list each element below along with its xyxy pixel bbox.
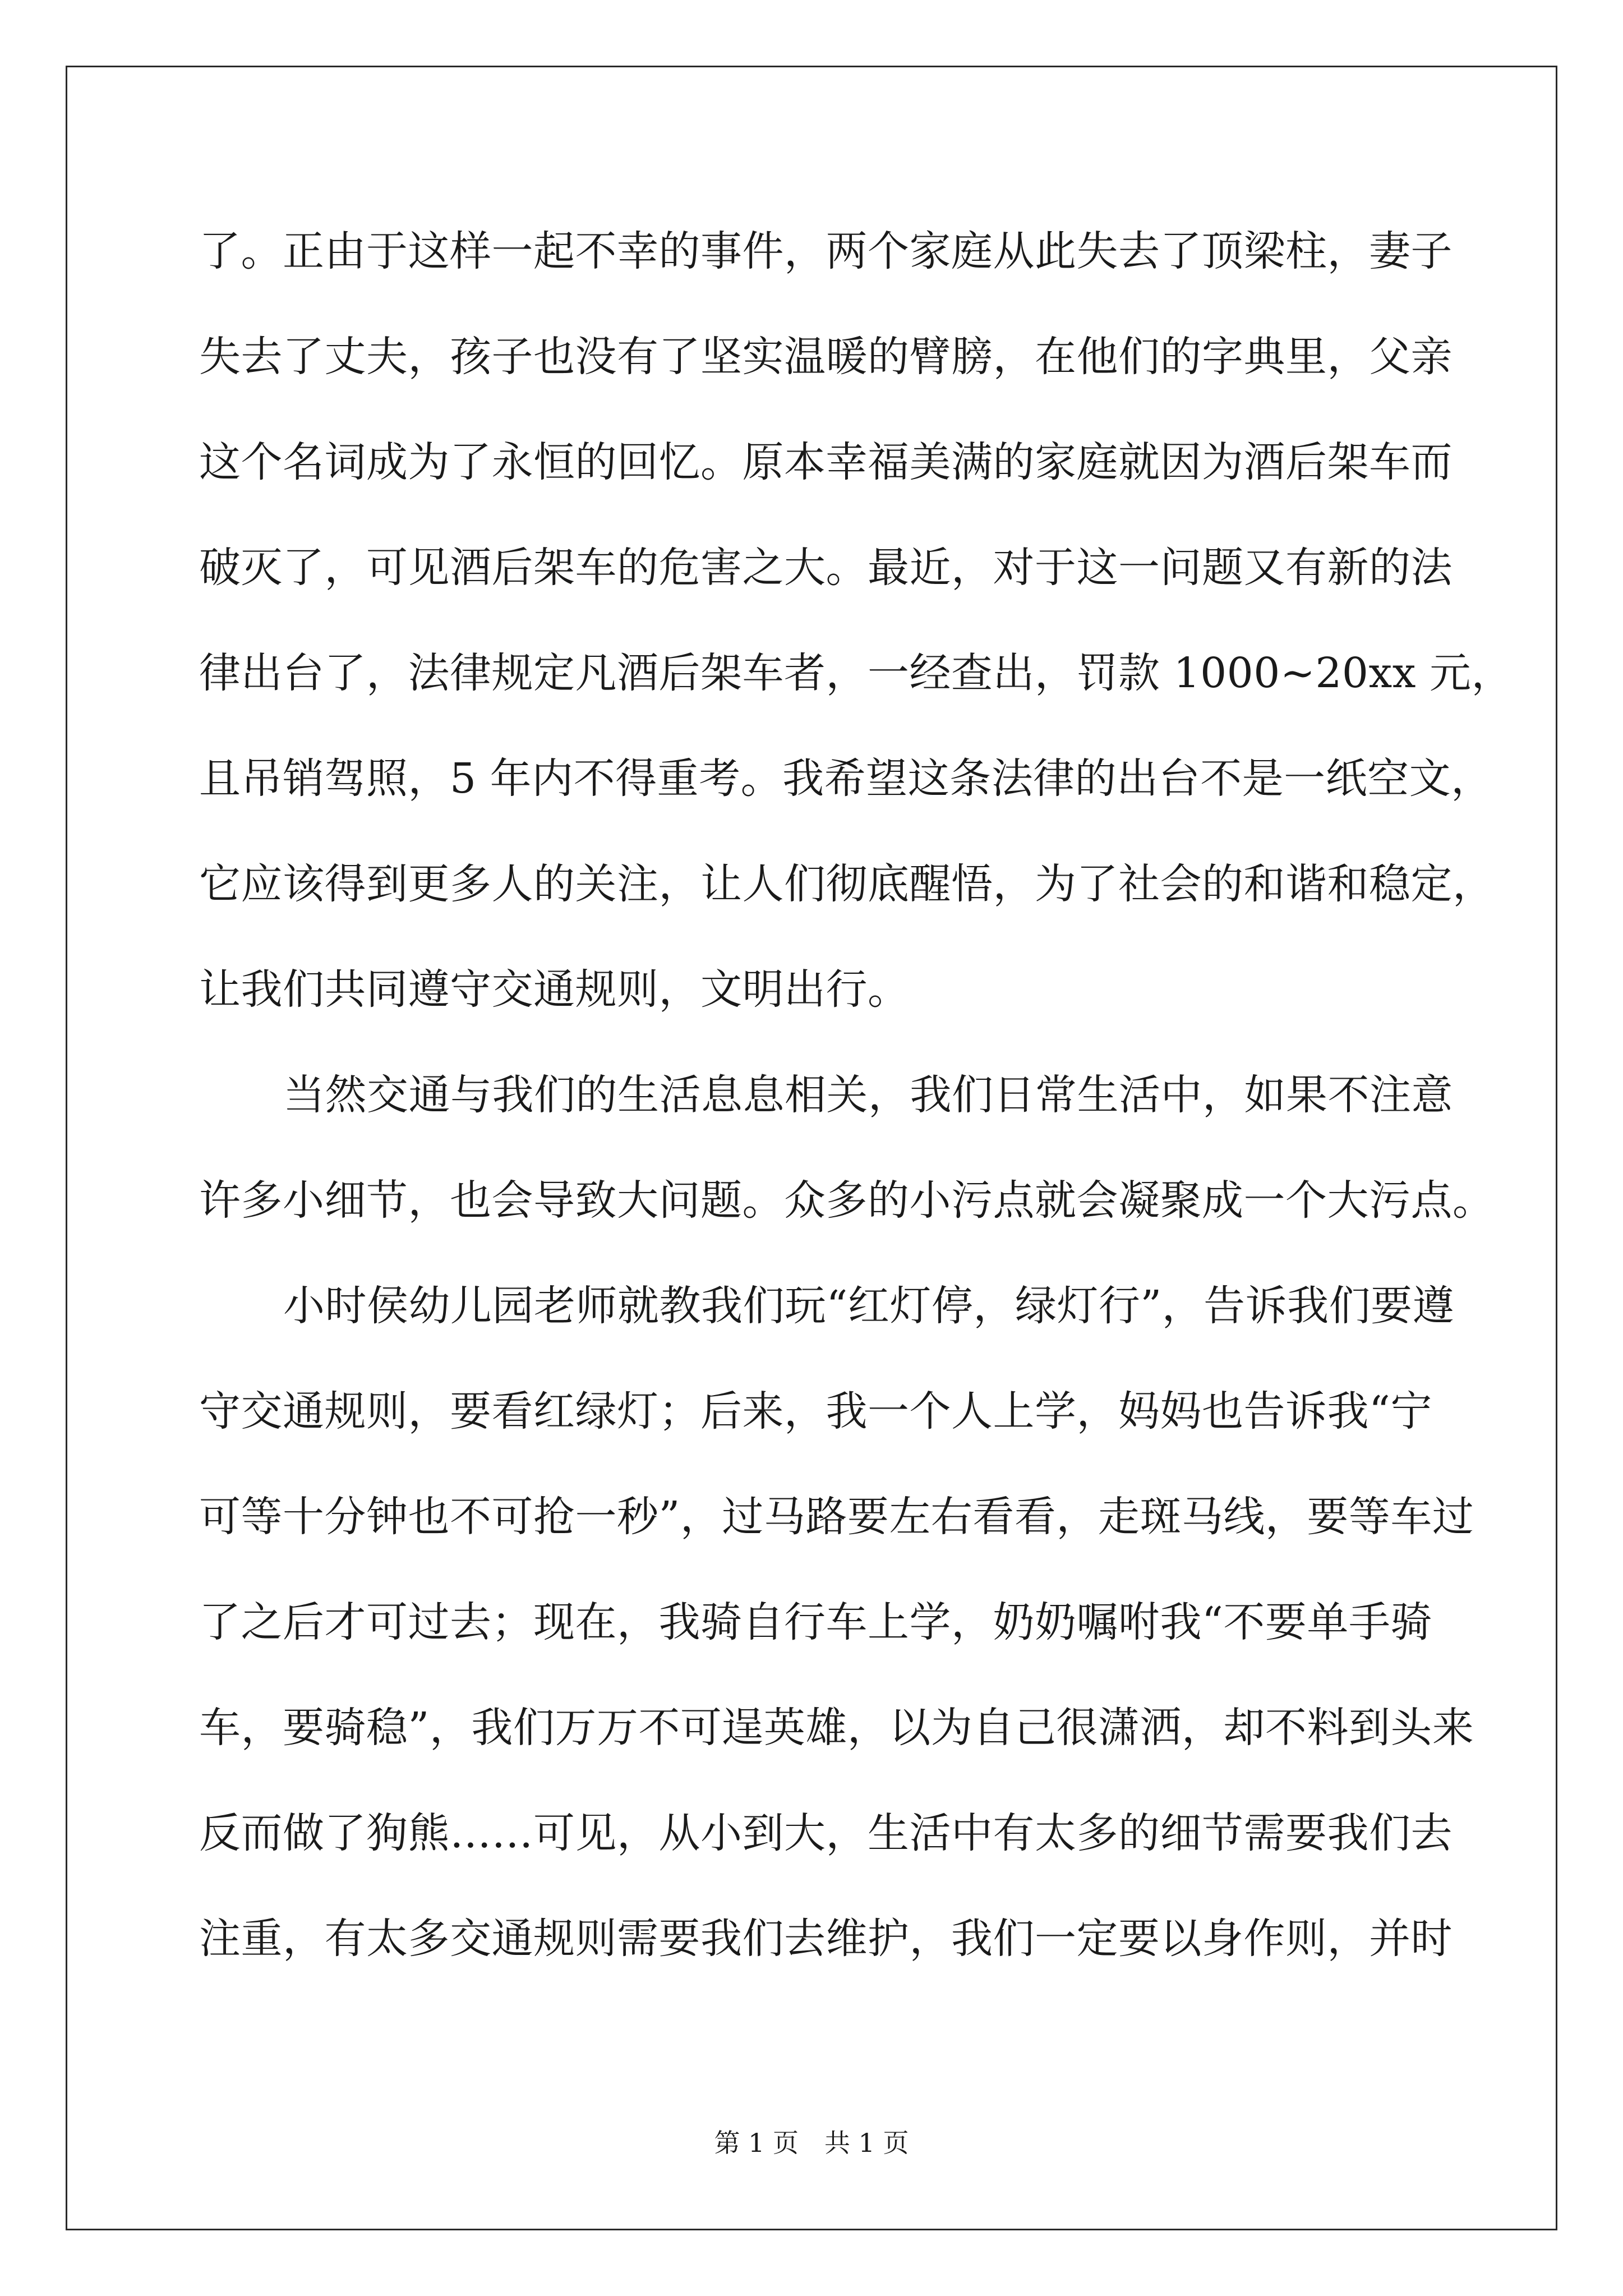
text-line: 车，要骑稳”，我们万万不可逞英雄，以为自己很潇洒，却不料到头来 [199,1704,1474,1752]
text-line: 了之后才可过去；现在，我骑自行车上学，奶奶嘱咐我“不要单手骑 [199,1598,1432,1646]
document-body [199,218,1513,2010]
text-line: 且吊销驾照，5 年内不得重考。我希望这条法律的出台不是一纸空文， [199,754,1493,803]
text-line: 失去了丈夫，孩子也没有了坚实温暖的臂膀，在他们的字典里，父亲 [199,333,1453,381]
text-line: 守交通规则，要看红绿灯；后来，我一个人上学，妈妈也告诉我“宁 [199,1387,1432,1435]
text-line: 破灭了，可见酒后架车的危害之大。最近，对于这一问题又有新的法 [199,544,1453,592]
text-line: 注重，有太多交通规则需要我们去维护，我们一定要以身作则，并时 [199,1915,1453,1963]
paragraph-start-line: 小时侯幼儿园老师就教我们玩“红灯停，绿灯行”，告诉我们要遵 [283,1282,1455,1330]
text-line: 这个名词成为了永恒的回忆。原本幸福美满的家庭就因为酒后架车而 [199,438,1453,486]
text-line: 反而做了狗熊……可见，从小到大，生活中有太多的细节需要我们去 [199,1809,1453,1857]
paragraph-start-line: 当然交通与我们的生活息息相关，我们日常生活中，如果不注意 [283,1071,1453,1119]
page-number-footer: 第 1 页 共 1 页 [714,2128,909,2158]
text-line: 它应该得到更多人的关注，让人们彻底醒悟，为了社会的和谐和稳定， [199,860,1495,908]
text-line: 律出台了，法律规定凡酒后架车者，一经查出，罚款 1000~20xx 元， [199,649,1513,697]
text-line: 了。正由于这样一起不幸的事件，两个家庭从此失去了顶梁柱，妻子 [199,227,1453,275]
text-line: 可等十分钟也不可抢一秒”，过马路要左右看看，走斑马线，要等车过 [199,1493,1474,1541]
text-line: 许多小细节，也会导致大问题。众多的小污点就会凝聚成一个大污点。 [199,1176,1495,1225]
text-line: 让我们共同遵守交通规则，文明出行。 [199,965,910,1014]
